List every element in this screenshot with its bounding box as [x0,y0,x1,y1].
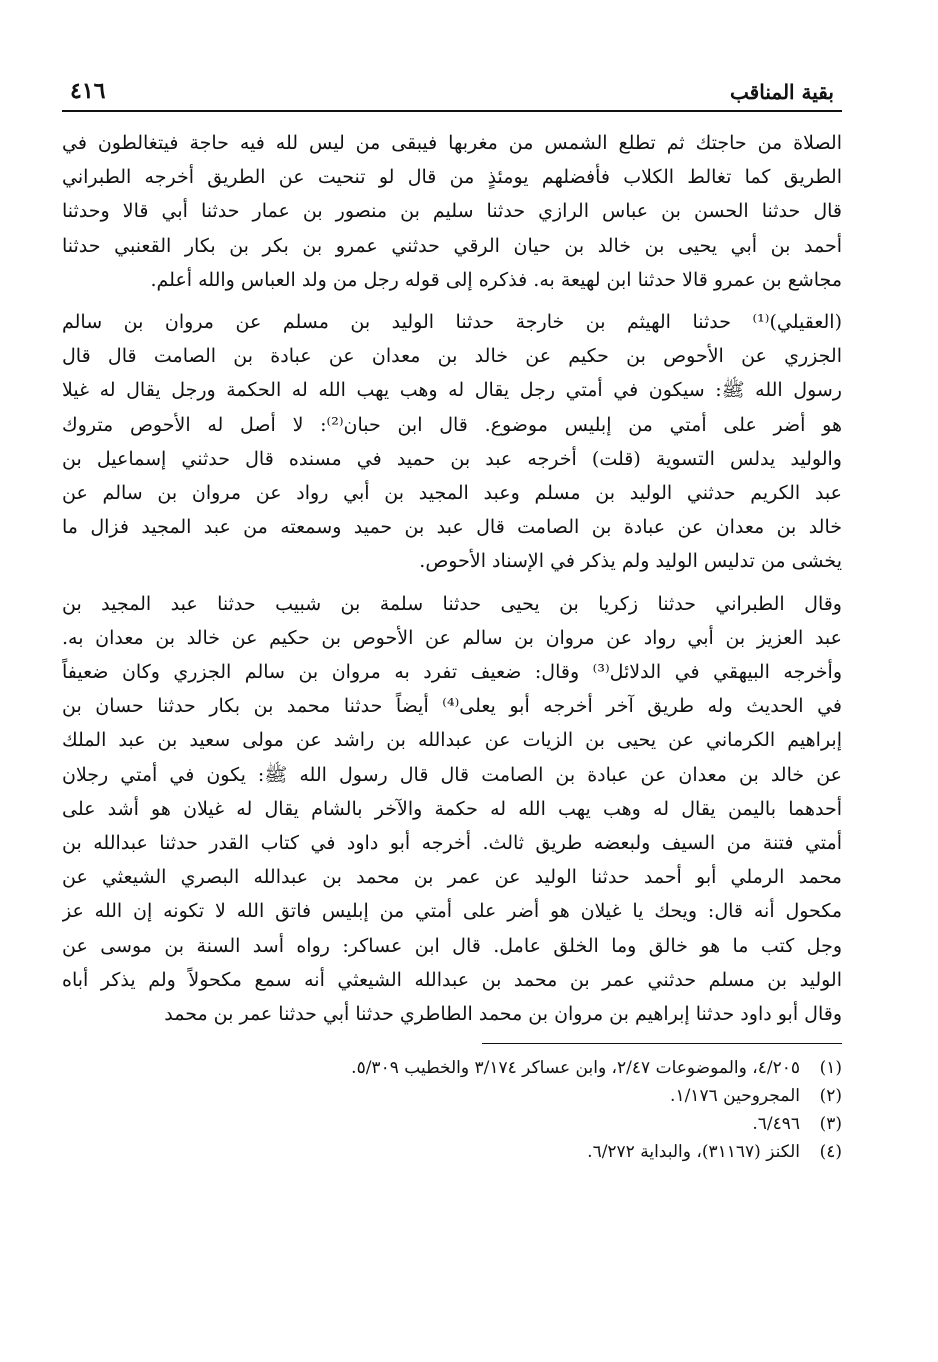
paragraph [62,305,842,579]
text-line: أحدهما باليمن يقال له وهب يهب الله له حكمة والآخر بالشام يقال له غيلان هو أشد على [62,797,842,820]
text-line: عبد العزيز بن أبي رواد عن مروان بن سالم عن الأحوص بن حكيم عن خالد بن معدان به. [62,626,842,649]
text-line: الجزري عن الأحوص بن حكيم عن خالد بن معدان عن عبادة بن الصامت قال قال [62,345,842,368]
footnote [62,1110,842,1138]
text-line: الوليد بن مسلم حدثني عمر بن محمد بن عبدالله الشيعثي أنه سمع مكحولاً ولم يذكر أباه [62,968,842,991]
footnote-number: (٤) [819,1142,842,1163]
running-title: بقية المناقب [730,80,834,104]
paragraph [62,587,842,1032]
text-line: الصلاة من حاجتك ثم تطلع الشمس من مغربها فيبقى من ليس لله فيه حاجة فيتغالطون في [62,132,842,154]
text-line: عن خالد بن معدان عن عبادة بن الصامت قال قال رسول الله ﷺ: يكون في أمتي رجلان [62,763,842,786]
text-line: محمد الرملي أبو أحمد حدثنا الوليد عن عمر بن محمد بن عبدالله البصري الشيعثي عن [62,866,842,889]
main-text [62,126,842,1031]
text-line: مجاشع بن عمرو قالا حدثنا ابن لهيعة به. فذكره إلى قوله رجل من ولد العباس والله أعلم. [150,268,842,291]
text-line: قال حدثنا الحسن بن عباس الرازي حدثنا سليم بن منصور بن عمار حدثنا أبي قالا وحدثنا [62,200,842,223]
text-line: مكحول أنه قال: ويحك يا غيلان هو أضر على أمتي من إبليس فاتق الله لا تكونه إن الله عز [62,900,842,923]
text-line: في الحديث وله طريق آخر أخرجه أبو يعلى⁽⁴⁾ أيضاً حدثنا محمد بن بكار حدثنا حسان بن [62,695,842,718]
text-line: رسول الله ﷺ: سيكون في أمتي رجل يقال له وهب يهب الله له الحكمة ورجل يقال له غيلا [62,379,842,402]
footnote-number: (١) [819,1058,842,1079]
text-line: الطريق كما تغالط الكلاب فأفضلهم يومئذٍ من قال لو تنحيت عن الطريق أخرجه الطبراني [62,166,842,189]
page-number: ٤١٦ [70,78,106,104]
text-line: هو أضر على أمتي من إبليس موضوع. قال ابن حبان⁽²⁾: لا أصل له الأحوص متروك [62,413,842,436]
footnote-number: (٢) [819,1086,842,1107]
footnote-text: ٦/٤٩٦. [752,1114,800,1135]
text-line: إبراهيم الكرماني عن يحيى بن الزيات عن عبدالله بن راشد عن مولى سعيد بن عبد الملك [62,729,842,752]
footnote-separator-wrap [62,1043,842,1044]
text-line: يخشى من تدليس الوليد ولم يذكر في الإسناد الأحوص. [419,550,842,573]
text-line: وجل كتب ما هو خالق وما الخلق عامل. قال ابن عساكر: رواه أسد السنة بن موسى عن [62,934,842,957]
paragraph [62,126,842,297]
footnote-text: ٤/٢٠٥، والموضوعات ٢/٤٧، وابن عساكر ٣/١٧٤ والخطيب ٥/٣٠٩. [351,1058,800,1079]
footnote [62,1054,842,1082]
text-line: والوليد يدلس التسوية (قلت) أخرجه عبد بن حميد في مسنده قال حدثني إسماعيل بن [62,447,842,470]
footnote-number: (٣) [819,1114,842,1135]
text-line: وأخرجه البيهقي في الدلائل⁽³⁾ وقال: ضعيف تفرد به مروان بن سالم الجزري وكان ضعيفاً [62,661,842,684]
page-header [62,70,842,112]
text-line: أمتي فتنة من السيف ولبعضه طريق ثالث. أخرجه أبو داود في كتاب القدر حدثنا عبدالله بن [62,832,842,855]
text-line: وقال أبو داود حدثنا إبراهيم بن مروان بن محمد الطاطري حدثنا أبي حدثنا عمر بن محمد [164,1003,842,1026]
footnote-text: المجروحين ١/١٧٦. [670,1086,800,1107]
footnote [62,1082,842,1110]
book-page [62,70,842,1300]
footnote-text: الكنز (٣١١٦٧)، والبداية ٦/٢٧٢. [587,1142,800,1163]
footnote-separator [482,1043,842,1044]
footnotes [62,1054,842,1166]
text-line: أحمد بن أبي يحيى بن خالد بن حيان الرقي حدثني عمرو بن بكر بن بكار القعنبي حدثنا [62,234,842,257]
text-line: (العقيلي)⁽¹⁾ حدثنا الهيثم بن خارجة حدثنا الوليد بن مسلم عن مروان بن سالم [62,311,842,334]
footnote [62,1138,842,1166]
text-line: خالد بن معدان عن عبادة بن الصامت قال عبد بن حميد وسمعته من عبد المجيد فزال ما [62,516,842,539]
text-line: وقال الطبراني حدثنا زكريا بن يحيى حدثنا سلمة بن شبيب حدثنا عبد المجيد بن [62,592,842,615]
text-line: عبد الكريم حدثني الوليد بن مسلم وعبد المجيد بن أبي رواد عن مروان بن سالم عن [62,482,842,505]
